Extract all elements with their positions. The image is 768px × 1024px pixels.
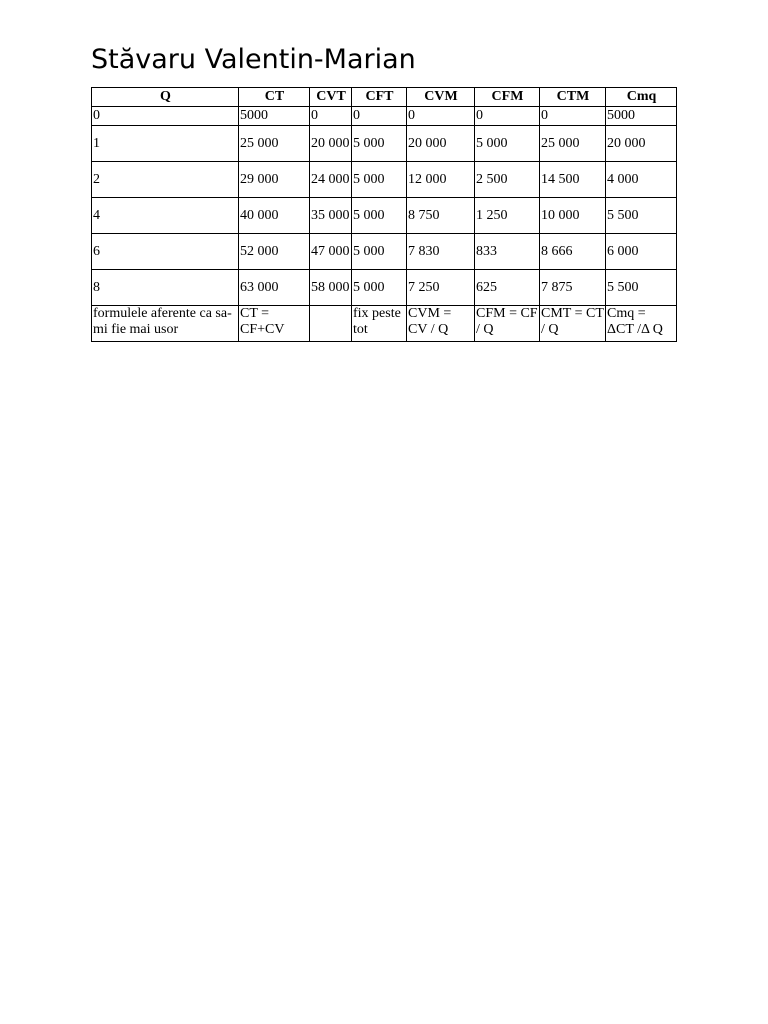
formula-row xyxy=(92,306,677,342)
header-cell: CTM xyxy=(540,88,606,107)
table-cell: 24 000 xyxy=(310,162,352,198)
table-cell: 4 xyxy=(92,198,239,234)
table-cell: 5 000 xyxy=(352,234,407,270)
table-cell: 12 000 xyxy=(407,162,475,198)
table-cell: fix peste tot xyxy=(352,306,407,342)
table-header-row xyxy=(92,88,677,107)
table-cell: 52 000 xyxy=(239,234,310,270)
header-cell: Cmq xyxy=(606,88,677,107)
table-cell: 0 xyxy=(540,107,606,126)
table-row xyxy=(92,162,677,198)
header-cell: CT xyxy=(239,88,310,107)
table-cell: 625 xyxy=(475,270,540,306)
table-cell: CFM = CF / Q xyxy=(475,306,540,342)
table-cell: 1 250 xyxy=(475,198,540,234)
table-cell: Cmq = ΔCT /Δ Q xyxy=(606,306,677,342)
table-cell: 5000 xyxy=(606,107,677,126)
table-row xyxy=(92,126,677,162)
table-cell: 8 666 xyxy=(540,234,606,270)
table-cell: 5000 xyxy=(239,107,310,126)
header-cell: CFT xyxy=(352,88,407,107)
table-cell: 14 500 xyxy=(540,162,606,198)
table-cell: 0 xyxy=(352,107,407,126)
table-row xyxy=(92,270,677,306)
table-cell: 7 830 xyxy=(407,234,475,270)
table-cell: 2 500 xyxy=(475,162,540,198)
table-cell: 4 000 xyxy=(606,162,677,198)
table-cell: 0 xyxy=(407,107,475,126)
table-cell: 2 xyxy=(92,162,239,198)
cost-table xyxy=(91,87,677,342)
table-cell: 63 000 xyxy=(239,270,310,306)
table-cell: 5 500 xyxy=(606,198,677,234)
header-cell: CVT xyxy=(310,88,352,107)
table-cell: 0 xyxy=(475,107,540,126)
table-cell: 6 xyxy=(92,234,239,270)
table-cell: 1 xyxy=(92,126,239,162)
header-cell: CVM xyxy=(407,88,475,107)
table-cell: 833 xyxy=(475,234,540,270)
table-cell: 0 xyxy=(310,107,352,126)
table-cell: 35 000 xyxy=(310,198,352,234)
header-cell: CFM xyxy=(475,88,540,107)
table-cell xyxy=(310,306,352,342)
table-cell: 40 000 xyxy=(239,198,310,234)
header-cell: Q xyxy=(92,88,239,107)
table-cell: 5 000 xyxy=(352,198,407,234)
table-cell: 5 000 xyxy=(475,126,540,162)
table-cell: 5 000 xyxy=(352,270,407,306)
table-cell: 58 000 xyxy=(310,270,352,306)
table-cell: 20 000 xyxy=(407,126,475,162)
table-cell: 7 875 xyxy=(540,270,606,306)
table-cell: 5 000 xyxy=(352,162,407,198)
table-row xyxy=(92,234,677,270)
document-title: Stăvaru Valentin-Marian xyxy=(91,44,416,75)
table-cell: 25 000 xyxy=(540,126,606,162)
table-cell: 20 000 xyxy=(606,126,677,162)
table-cell: 7 250 xyxy=(407,270,475,306)
table-cell: formulele aferente ca sa-mi fie mai usor xyxy=(92,306,239,342)
table-cell: 5 000 xyxy=(352,126,407,162)
table-cell: 47 000 xyxy=(310,234,352,270)
table-cell: 8 750 xyxy=(407,198,475,234)
table-cell: 10 000 xyxy=(540,198,606,234)
table-cell: 0 xyxy=(92,107,239,126)
table-cell: CVM = CV / Q xyxy=(407,306,475,342)
table-cell: 8 xyxy=(92,270,239,306)
table-cell: CMT = CT / Q xyxy=(540,306,606,342)
table-cell: 29 000 xyxy=(239,162,310,198)
table-cell: 6 000 xyxy=(606,234,677,270)
table-cell: 25 000 xyxy=(239,126,310,162)
table-row xyxy=(92,198,677,234)
table-cell: CT = CF+CV xyxy=(239,306,310,342)
table-cell: 20 000 xyxy=(310,126,352,162)
table-cell: 5 500 xyxy=(606,270,677,306)
table-row xyxy=(92,107,677,126)
